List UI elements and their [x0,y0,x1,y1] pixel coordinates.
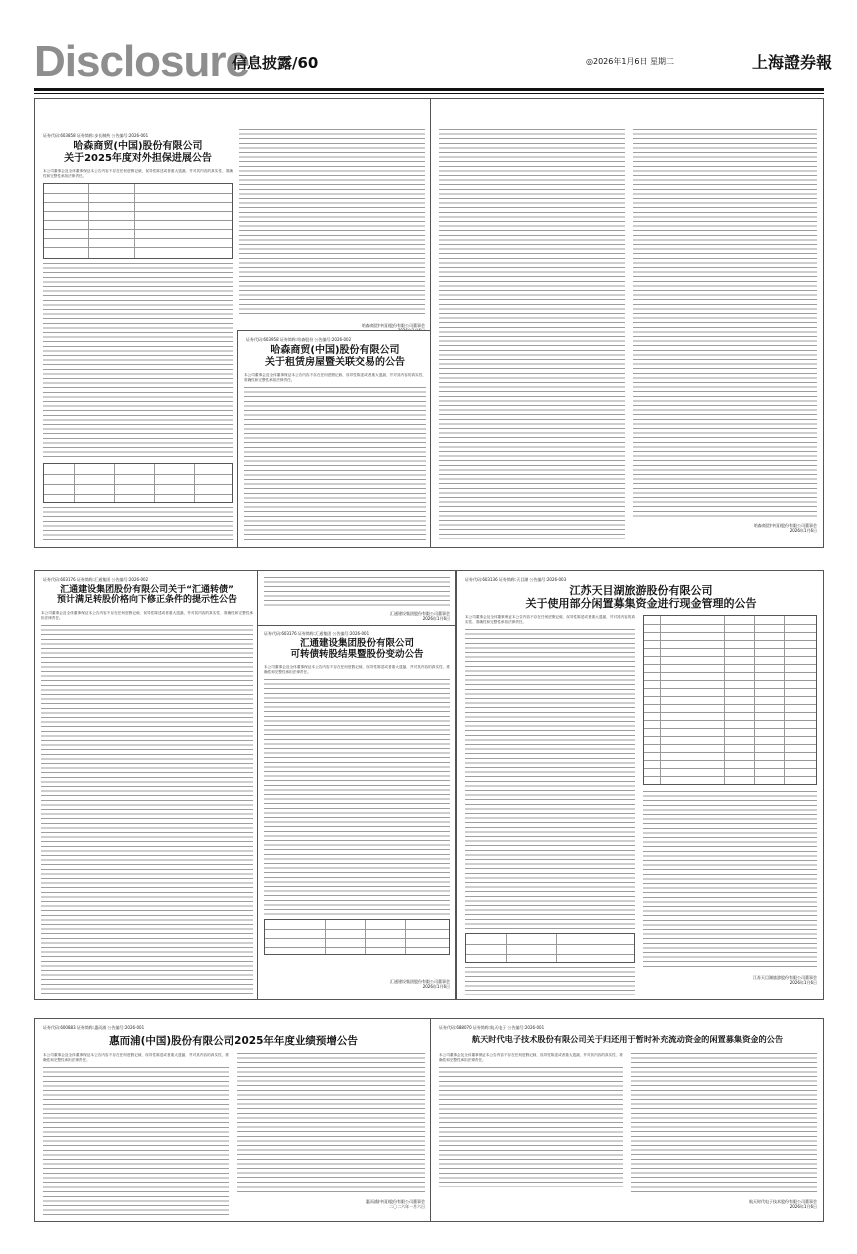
notice-code-line: 证券代码:603176 证券简称:汇通集团 公告编号:2026-002 [43,577,149,582]
paper-logo: 上海證券報 [752,53,833,72]
notice-signoff: 汇通建设集团股份有限公司董事会 2026年1月6日 [390,979,450,989]
notice-title: 惠而浦(中国)股份有限公司2025年年度业绩预增公告 [109,1035,358,1047]
notice-title: 航天时代电子技术股份有限公司关于归还用于暂时补充流动资金的闲置募集资金的公告 [471,1034,784,1044]
notice-code-line: 证券代码:603176 证券简称:汇通集团 公告编号:2026-001 [264,631,370,636]
notice-intro: 本公司董事会及全体董事保证本公告内容不存在任何虚假记载、误导性陈述或者重大遗漏，并对其内容的真实性、准确性和完整性承担法律责任。 [439,1053,623,1062]
notice-code-line: 证券代码:603958 证券简称:哈森股份 公告编号:2026-002 [246,337,352,342]
notice-lease-continued [431,98,824,548]
notice-signoff: 江苏天目湖旅游股份有限公司董事会 2026年1月6日 [753,975,817,985]
notice-signoff: 航天时代电子技术股份有限公司董事会 2026年1月6日 [749,1199,817,1209]
product-table-small [465,933,635,963]
text-block [633,129,817,517]
guarantee-summary-table [43,183,233,259]
notice-intro: 本公司董事会及全体董事保证本公告内容不存在任何虚假记载、误导性陈述或者重大遗漏，并对其内容的真实性、准确性和完整性承担法律责任。 [264,665,450,674]
share-change-table [264,919,450,955]
section-label: 信息披露/60 [232,54,319,72]
notice-return-idle-funds [431,1018,824,1222]
text-block [237,1053,425,1193]
notice-cash-management [456,570,824,1000]
text-block [631,1053,817,1193]
notice-intro: 本公司董事会及全体董事保证本公告内容不存在任何虚假记载、误导性陈述或者重大遗漏，并对其内容的真实性、准确性和完整性承担法律责任。 [465,615,635,624]
text-block [43,1067,229,1217]
brand-word: Disclosure [34,37,249,86]
text-block [439,1067,623,1187]
notice-intro: 本公司董事会及全体董事保证本公告内容不存在任何虚假记载、误导性陈述或者重大遗漏，并对其内容的真实性、准确性和完整性承担法律责任。 [41,611,253,620]
issue-date: ◎2026年1月6日 星期二 [586,57,675,66]
notice-title-line1: 哈森商贸(中国)股份有限公司 [73,141,203,152]
notice-code-line: 证券代码:603858 证券简称:步长制药 公告编号:2026-001 [43,133,149,138]
text-block [439,129,625,539]
notice-title [43,141,233,164]
notice-title-line2: 关于2025年度对外担保进展公告 [64,152,212,164]
notice-lease-related-party [237,330,431,548]
text-block [43,507,233,543]
masthead-rule [34,88,824,91]
text-block [264,679,450,915]
text-block [41,625,253,995]
notice-code-line: 证券代码:603136 证券简称:天目湖 公告编号:2026-003 [465,577,567,582]
guarantee-detail-table [43,463,233,503]
cash-management-table [643,615,817,785]
notice-title: 汇通建设集团股份有限公司 可转债转股结果暨股份变动公告 [290,638,424,660]
notice-signoff: 哈森商贸(中国)股份有限公司董事会 [361,323,425,328]
notice-earnings-forecast [34,1018,431,1222]
notice-title: 哈森商贸(中国)股份有限公司 关于租赁房屋暨关联交易的公告 [265,345,405,368]
divider [258,625,456,626]
notice-signoff: 惠而浦(中国)股份有限公司董事会 二〇二六年一月六日 [365,1199,425,1209]
text-block [264,577,450,607]
notice-code-line: 证券代码:600883 证券简称:惠而浦 公告编号:2026-001 [43,1025,145,1030]
text-block [465,629,635,929]
notice-intro: 本公司董事会及全体董事保证本公告内容不存在任何虚假记载、误导性陈述或者重大遗漏，并对其内容的真实性、准确性和完整性承担法律责任。 [43,1053,229,1062]
masthead-rule-thin [34,93,824,94]
text-block [643,791,817,967]
notice-signoff: 汇通建设集团股份有限公司董事会 2026年1月6日 [390,611,450,621]
text-block [239,129,425,315]
notice-signoff: 哈森商贸(中国)股份有限公司董事会 2026年1月6日 [753,523,817,533]
notice-title: 江苏天目湖旅游股份有限公司 关于使用部分闲置募集资金进行现金管理的公告 [525,584,757,610]
text-block [244,387,426,543]
notice-intro: 本公司董事会及全体董事保证本公告内容不存在任何虚假记载、误导性陈述或者重大遗漏，并对其内容的真实性、准确性和完整性承担法律责任。 [43,169,233,178]
notice-convertible-bond-column-2 [258,570,456,1000]
notice-code-line: 证券代码:688070 证券简称:航天电子 公告编号:2026-001 [439,1025,545,1030]
notice-title: 汇通建设集团股份有限公司关于“汇通转债” 预计满足转股价格向下修正条件的提示性公告 [56,585,237,606]
text-block [43,263,233,459]
notice-intro: 本公司董事会及全体董事保证本公告内容不存在任何虚假记载、误导性陈述或者重大遗漏，并对其内容的真实性、准确性和完整性承担法律责任。 [244,373,426,382]
notice-convertible-bond-adjustment [34,570,258,1000]
masthead [0,0,857,86]
text-block [465,967,635,995]
